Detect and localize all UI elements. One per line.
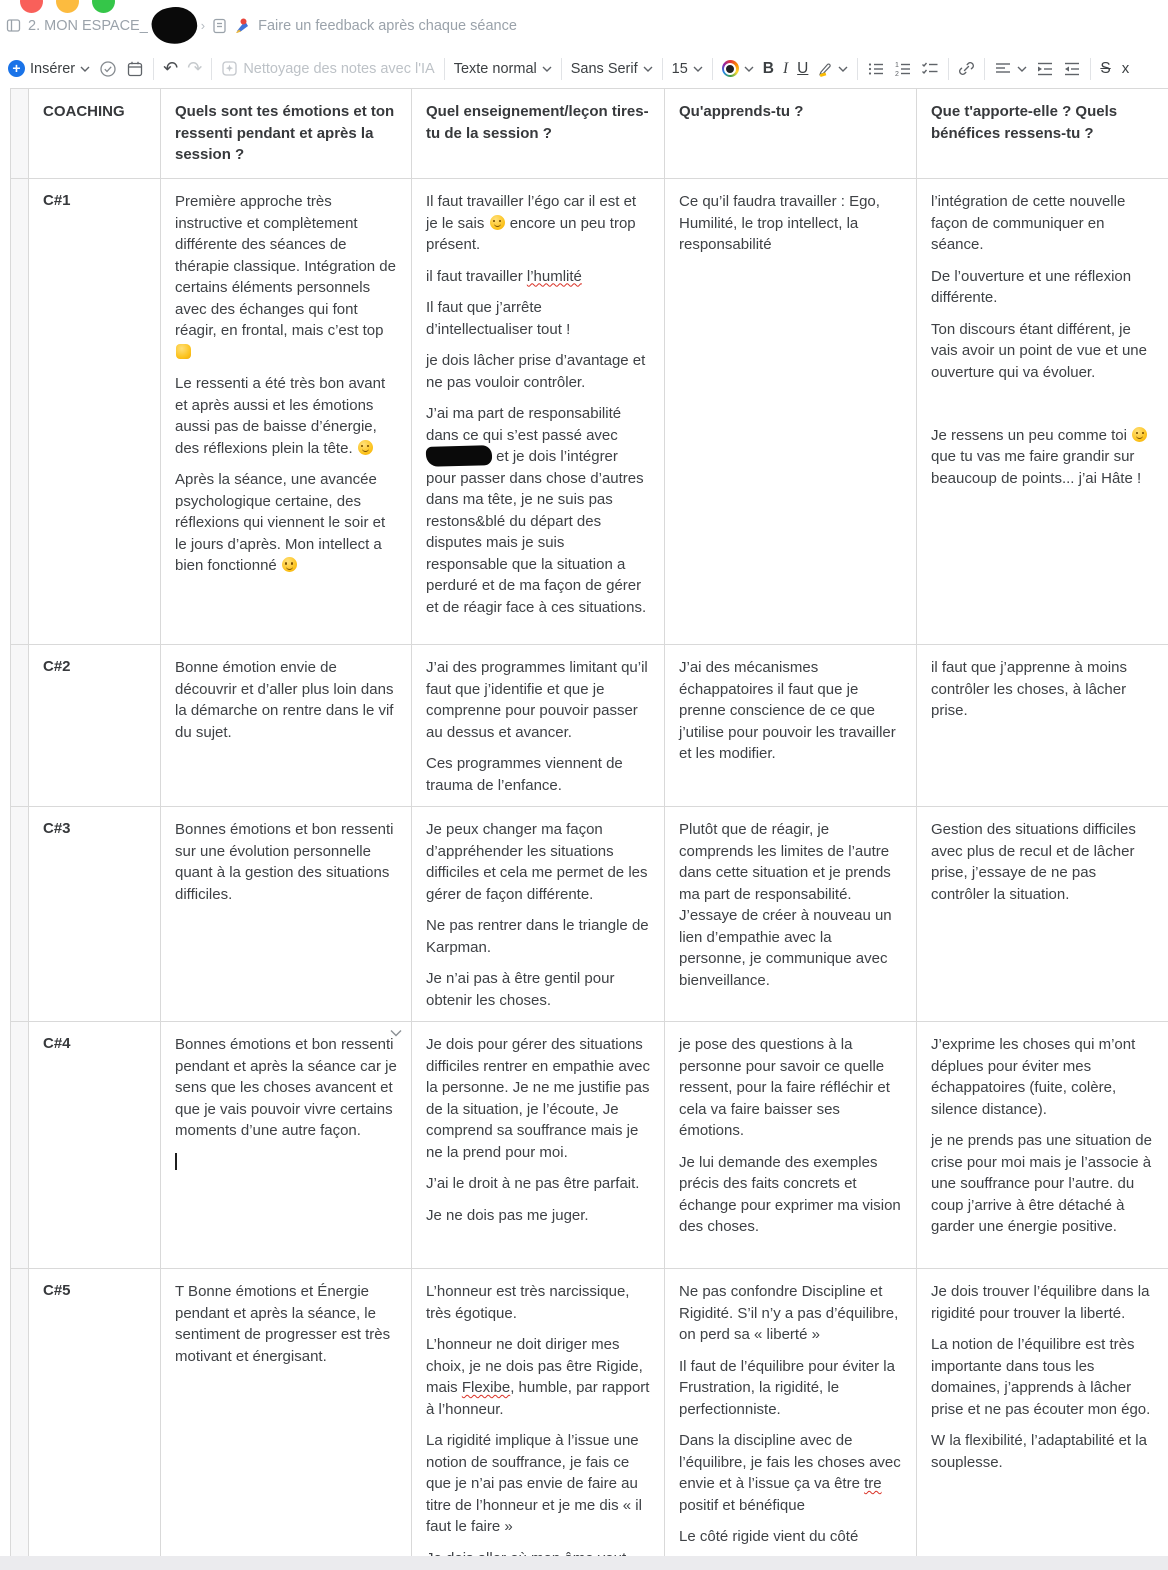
row-label-c4[interactable]: C#4 — [29, 1022, 161, 1269]
cell-c2-emotions[interactable] — [161, 645, 412, 807]
wink-emoji — [358, 440, 373, 455]
cell-c1-enseignement[interactable] — [412, 179, 665, 645]
cell-c1-apporte[interactable] — [917, 179, 1168, 645]
text-color-icon — [722, 60, 739, 77]
row-label-c1[interactable]: C#1 — [29, 179, 161, 645]
cell-c2-apprends[interactable] — [665, 645, 917, 807]
cell-paragraph: Première approche très instructive et complètement différente des séances de thérapie classique. Intégration de certains éléments personnels avec des échanges qui font réagir, en frontal, mais c’est top — [175, 191, 397, 363]
cell-paragraph: J’ai le droit à ne pas être parfait. — [426, 1175, 640, 1192]
cell-c5-apprends[interactable] — [665, 1269, 917, 1570]
cell-paragraph: je ne prends pas une situation de crise pour moi mais je l’associe à une souffrance pour l’autre. du coup j’arrive à être détaché à garder une énergie positive. — [931, 1132, 1152, 1235]
cell-c5-enseignement[interactable] — [412, 1269, 665, 1570]
misspelled-word: l’humlité — [526, 267, 582, 285]
calendar-icon — [126, 60, 144, 78]
cell-paragraph: je dois lâcher prise d’avantage et ne pas vouloir contrôler. — [426, 352, 646, 391]
cell-c3-apporte[interactable] — [917, 807, 1168, 1022]
link-icon — [958, 60, 975, 77]
chevron-down-icon — [643, 66, 653, 72]
paragraph-style-dropdown[interactable] — [454, 61, 552, 77]
svg-text:2: 2 — [895, 70, 900, 78]
table-row — [11, 807, 1168, 1022]
feedback-table — [10, 88, 1168, 1570]
check-circle-icon — [99, 60, 117, 78]
column-header-apporte[interactable]: Que t'apporte-elle ? Quels bénéfices ressens-tu ? — [917, 89, 1168, 179]
plus-icon: + — [8, 60, 25, 77]
column-header-apprends[interactable]: Qu'apprends-tu ? — [665, 89, 917, 179]
text-color-dropdown[interactable] — [722, 60, 754, 77]
cell-c4-enseignement[interactable] — [412, 1022, 665, 1269]
cell-paragraph: Il faut que j’arrête d’intellectualiser tout ! — [426, 299, 571, 338]
cell-paragraph: W la flexibilité, l’adaptabilité et la souplesse. — [931, 1432, 1147, 1471]
table-row — [11, 1022, 1168, 1269]
cell-c3-enseignement[interactable] — [412, 807, 665, 1022]
align-dropdown[interactable] — [994, 60, 1027, 78]
page-emoji-icon — [234, 17, 251, 34]
misspelled-word: Flexibe — [461, 1379, 511, 1396]
cell-paragraph: je pose des questions à la personne pour savoir ce quelle ressent, pour la faire réfléchir et cela va faire baisser ses émotions. — [679, 1036, 890, 1139]
table-row — [11, 1269, 1168, 1570]
cell-paragraph: Je dois pour gérer des situations difficiles rentrer en empathie avec la personne. Je ne me justifie pas de la situation, je l’écoute, Je comprend sa souffrance mais je ne la prend pour moi. — [426, 1036, 651, 1161]
cell-paragraph: Le ressenti a été très bon avant et après aussi et les émotions aussi pas de baisse d’énergie, des réflexions plein la tête. — [175, 375, 386, 457]
breadcrumb — [6, 17, 517, 34]
table-row — [11, 645, 1168, 807]
task-check-button[interactable] — [99, 60, 117, 78]
cell-c3-emotions[interactable] — [161, 807, 412, 1022]
font-size-dropdown[interactable] — [672, 61, 703, 77]
cell-paragraph: il faut travailler l’humlité — [426, 267, 582, 285]
insert-label: Insérer — [30, 60, 76, 77]
cell-paragraph: Le côté rigide vient du côté — [679, 1528, 859, 1545]
cell-paragraph: L’honneur ne doit diriger mes choix, je ne dois pas être Rigide, mais Flexibe, humble, par rapport à l’honneur. — [426, 1336, 650, 1418]
cell-paragraph — [931, 393, 1154, 415]
cell-paragraph: La rigidité implique à l’issue une notion de souffrance, je fais ce que je n’ai pas envie de faire au titre de l’honneur et je me dis « il faut le faire » — [426, 1432, 642, 1535]
text-cursor — [175, 1153, 177, 1170]
chevron-down-icon — [80, 66, 90, 72]
table-row — [11, 179, 1168, 645]
row-label-c5[interactable]: C#5 — [29, 1269, 161, 1570]
cell-c2-enseignement[interactable] — [412, 645, 665, 807]
cell-paragraph: T Bonne émotions et Énergie pendant et après la séance, le sentiment de progresser est très motivant et énergisant. — [175, 1283, 391, 1365]
cell-paragraph: Je peux changer ma façon d’appréhender les situations difficiles et cela me permet de les gérer de façon différente. — [426, 821, 648, 903]
numbered-list-button[interactable] — [894, 60, 912, 78]
font-size-value: 15 — [671, 60, 688, 77]
cell-c3-apprends[interactable] — [665, 807, 917, 1022]
redo-button[interactable] — [187, 58, 202, 79]
cell-paragraph: Ne pas rentrer dans le triangle de Karpman. — [426, 917, 649, 956]
bulleted-list-button[interactable] — [867, 60, 885, 78]
row-gutter — [11, 179, 29, 645]
thumbs-up-emoji — [176, 344, 191, 359]
cell-paragraph: il faut que j’apprenne à moins contrôler les choses, à lâcher prise. — [931, 659, 1127, 719]
cell-paragraph: Il faut de l’équilibre pour éviter la Frustration, la rigidité, le perfectionniste. — [679, 1357, 895, 1418]
indent-decrease-button[interactable] — [1063, 60, 1081, 78]
toolbar — [0, 50, 1168, 87]
cell-paragraph: J’ai ma part de responsabilité dans ce qui s’est passé avec et je dois l’intégrer pour passer dans chose d’autres dans ma tête, je ne suis pas restons&blé du départ des disputes mais je suis responsable que la situation a perduré et de ma façon de gérer et de réagir face à ces situations. — [426, 405, 647, 616]
traffic-light-minimize[interactable] — [56, 0, 79, 13]
paragraph-style-value: Texte normal — [453, 60, 537, 77]
bold-button[interactable]: B — [762, 59, 774, 77]
breadcrumb-separator: › — [200, 18, 206, 33]
chevron-down-icon — [693, 66, 703, 72]
cell-paragraph: Bonnes émotions et bon ressenti pendant et après la séance car je sens que les choses avancent et que je vais pouvoir vivre certains moments d’une autre façon. — [175, 1036, 397, 1139]
cell-paragraph: J’exprime les choses qui m’ont déplues pour éviter mes échappatoires (fuite, colère, silence distance). — [931, 1036, 1136, 1118]
cell-c5-emotions[interactable] — [161, 1269, 412, 1570]
cell-paragraph: Bonne émotion envie de découvrir et d’aller plus loin dans la démarche on rentre dans le vif du sujet. — [175, 659, 394, 741]
cell-paragraph: Je lui demande des exemples précis des faits concrets et échange pour exprimer ma vision des choses. — [679, 1153, 901, 1235]
ai-clean-notes-button[interactable] — [221, 60, 434, 77]
cell-paragraph: Je dois trouver l’équilibre dans la rigidité pour trouver la liberté. — [931, 1283, 1150, 1322]
chevron-down-icon — [744, 66, 754, 72]
indent-decrease-icon — [1063, 60, 1081, 78]
subscript-button[interactable]: x — [1121, 60, 1130, 77]
font-family-value: Sans Serif — [570, 60, 638, 77]
underline-button[interactable]: U — [797, 59, 809, 77]
ai-clean-notes-label: Nettoyage des notes avec l'IA — [243, 60, 435, 77]
cell-c4-emotions[interactable] — [161, 1022, 412, 1269]
redo-icon: ↷ — [187, 58, 203, 79]
cell-paragraph: Ton discours étant différent, je vais avoir un point de vue et une ouverture qui va évoluer. — [931, 320, 1147, 381]
chevron-down-icon — [838, 66, 848, 72]
sweat-smile-emoji — [282, 557, 297, 572]
chevron-down-icon — [542, 66, 552, 72]
row-label-c2[interactable]: C#2 — [29, 645, 161, 807]
checklist-icon — [921, 60, 939, 78]
cell-options-chevron-icon[interactable] — [390, 1029, 402, 1037]
ai-sparkle-icon — [221, 60, 238, 77]
italic-button[interactable]: I — [782, 59, 789, 77]
cell-c5-apporte[interactable] — [917, 1269, 1168, 1570]
undo-button[interactable] — [163, 58, 178, 79]
cell-paragraph: L’honneur est très narcissique, très égotique. — [426, 1283, 630, 1322]
cell-paragraph: J’ai des programmes limitant qu’il faut que j’identifie et que je comprenne pour pouvoir passer au dessus et avancer. — [426, 659, 648, 741]
breadcrumb-page-title[interactable]: Faire un feedback après chaque séance — [258, 17, 517, 34]
cell-paragraph: Je ne dois pas me juger. — [426, 1206, 589, 1224]
cell-c1-emotions[interactable] — [161, 179, 412, 645]
chevron-down-icon — [1017, 66, 1027, 72]
cell-paragraph: Plutôt que de réagir, je comprends les limites de l’autre dans cette situation et je prends ma part de responsabilité. J’essaye de créer à nouveau un lien d’empathie avec la personne, je communique avec bienveillance. — [679, 821, 892, 989]
link-button[interactable] — [958, 60, 975, 77]
cell-c1-apprends[interactable] — [665, 179, 917, 645]
font-family-dropdown[interactable] — [571, 61, 653, 77]
row-gutter — [11, 89, 29, 179]
bulleted-list-icon — [867, 60, 885, 78]
breadcrumb-root[interactable]: 2. MON ESPACE_ — [28, 17, 148, 34]
document-icon — [212, 18, 227, 34]
cell-paragraph: Ce qu’il faudra travailler : Ego, Humilité, le trop intellect, la responsabilité — [679, 193, 880, 253]
svg-text:1: 1 — [895, 61, 900, 69]
titlebar — [0, 0, 1168, 46]
cell-paragraph: Dans la discipline avec de l’équilibre, je fais les choses avec envie et à l’issue ça va être tre positif et bénéfique — [679, 1432, 901, 1514]
cell-paragraph: Ne pas confondre Discipline et Rigidité. S’il n’y a pas d’équilibre, on perd sa « liberté » — [679, 1283, 899, 1343]
column-header-emotions[interactable]: Quels sont tes émotions et ton ressenti pendant et après la session ? — [161, 89, 412, 179]
document-table-area — [10, 88, 1168, 1570]
cell-paragraph: Je n’ai pas à être gentil pour obtenir les choses. — [426, 970, 615, 1009]
cell-paragraph: Gestion des situations difficiles avec plus de recul et de lâcher prise, j’essaye de ne pas contrôler la situation. — [931, 821, 1136, 903]
traffic-light-close[interactable] — [20, 0, 43, 13]
redaction-scribble — [426, 445, 493, 467]
traffic-light-zoom[interactable] — [92, 0, 115, 13]
misspelled-word: tre — [864, 1475, 882, 1492]
insert-button[interactable] — [8, 60, 90, 77]
cell-c4-apporte[interactable] — [917, 1022, 1168, 1269]
strikethrough-button[interactable]: S — [1100, 59, 1111, 77]
bottom-scroll-area — [0, 1556, 1168, 1570]
row-label-c3[interactable]: C#3 — [29, 807, 161, 1022]
calendar-button[interactable] — [126, 60, 144, 78]
cell-paragraph: De l’ouverture et une réflexion différente. — [931, 267, 1132, 306]
cell-paragraph: l’intégration de cette nouvelle façon de communiquer en séance. — [931, 193, 1126, 253]
cell-paragraph: J’ai des mécanismes échappatoires il faut que je prenne conscience de ce que j’utilise pour pouvoir les travailler et les modifier. — [679, 659, 896, 762]
cell-paragraph: Il faut travailler l’égo car il est et je le sais encore un peu trop présent. — [426, 193, 637, 253]
cell-c4-apprends[interactable] — [665, 1022, 917, 1269]
numbered-list-icon — [894, 60, 912, 78]
sweat-smile-emoji — [1132, 427, 1147, 442]
undo-icon: ↶ — [163, 58, 179, 79]
cell-paragraph: Bonnes émotions et bon ressenti sur une évolution personnelle quant à la gestion des situations difficiles. — [175, 821, 394, 903]
cell-paragraph: La notion de l’équilibre est très importante dans tous les domaines, j’apprends à lâcher prise et ne pas écouter mon égo. — [931, 1336, 1151, 1418]
row-gutter — [11, 1269, 29, 1570]
cell-paragraph — [175, 1152, 397, 1174]
row-gutter — [11, 1022, 29, 1269]
redaction-scribble — [148, 3, 200, 49]
indent-increase-button[interactable] — [1036, 60, 1054, 78]
wink-emoji — [490, 215, 505, 230]
column-header-enseignement[interactable]: Quel enseignement/leçon tires-tu de la session ? — [412, 89, 665, 179]
sidebar-toggle-icon[interactable] — [6, 18, 21, 33]
header-row — [11, 89, 1168, 179]
cell-paragraph: Après la séance, une avancée psychologique certaine, des réflexions qui viennent le soir et le jours d’après. Mon intellect a bien fonctionné — [175, 471, 386, 574]
indent-increase-icon — [1036, 60, 1054, 78]
cell-paragraph: Ces programmes viennent de trauma de l’enfance. — [426, 755, 623, 794]
align-left-icon — [994, 60, 1012, 78]
column-header-coaching[interactable]: COACHING — [29, 89, 161, 179]
cell-c2-apporte[interactable] — [917, 645, 1168, 807]
cell-paragraph: Je ressens un peu comme toi que tu vas me faire grandir sur beaucoup de points... j’ai Hâte ! — [931, 425, 1154, 490]
highlight-dropdown[interactable] — [817, 60, 848, 78]
checklist-button[interactable] — [921, 60, 939, 78]
highlight-icon — [817, 60, 833, 78]
row-gutter — [11, 645, 29, 807]
row-gutter — [11, 807, 29, 1022]
